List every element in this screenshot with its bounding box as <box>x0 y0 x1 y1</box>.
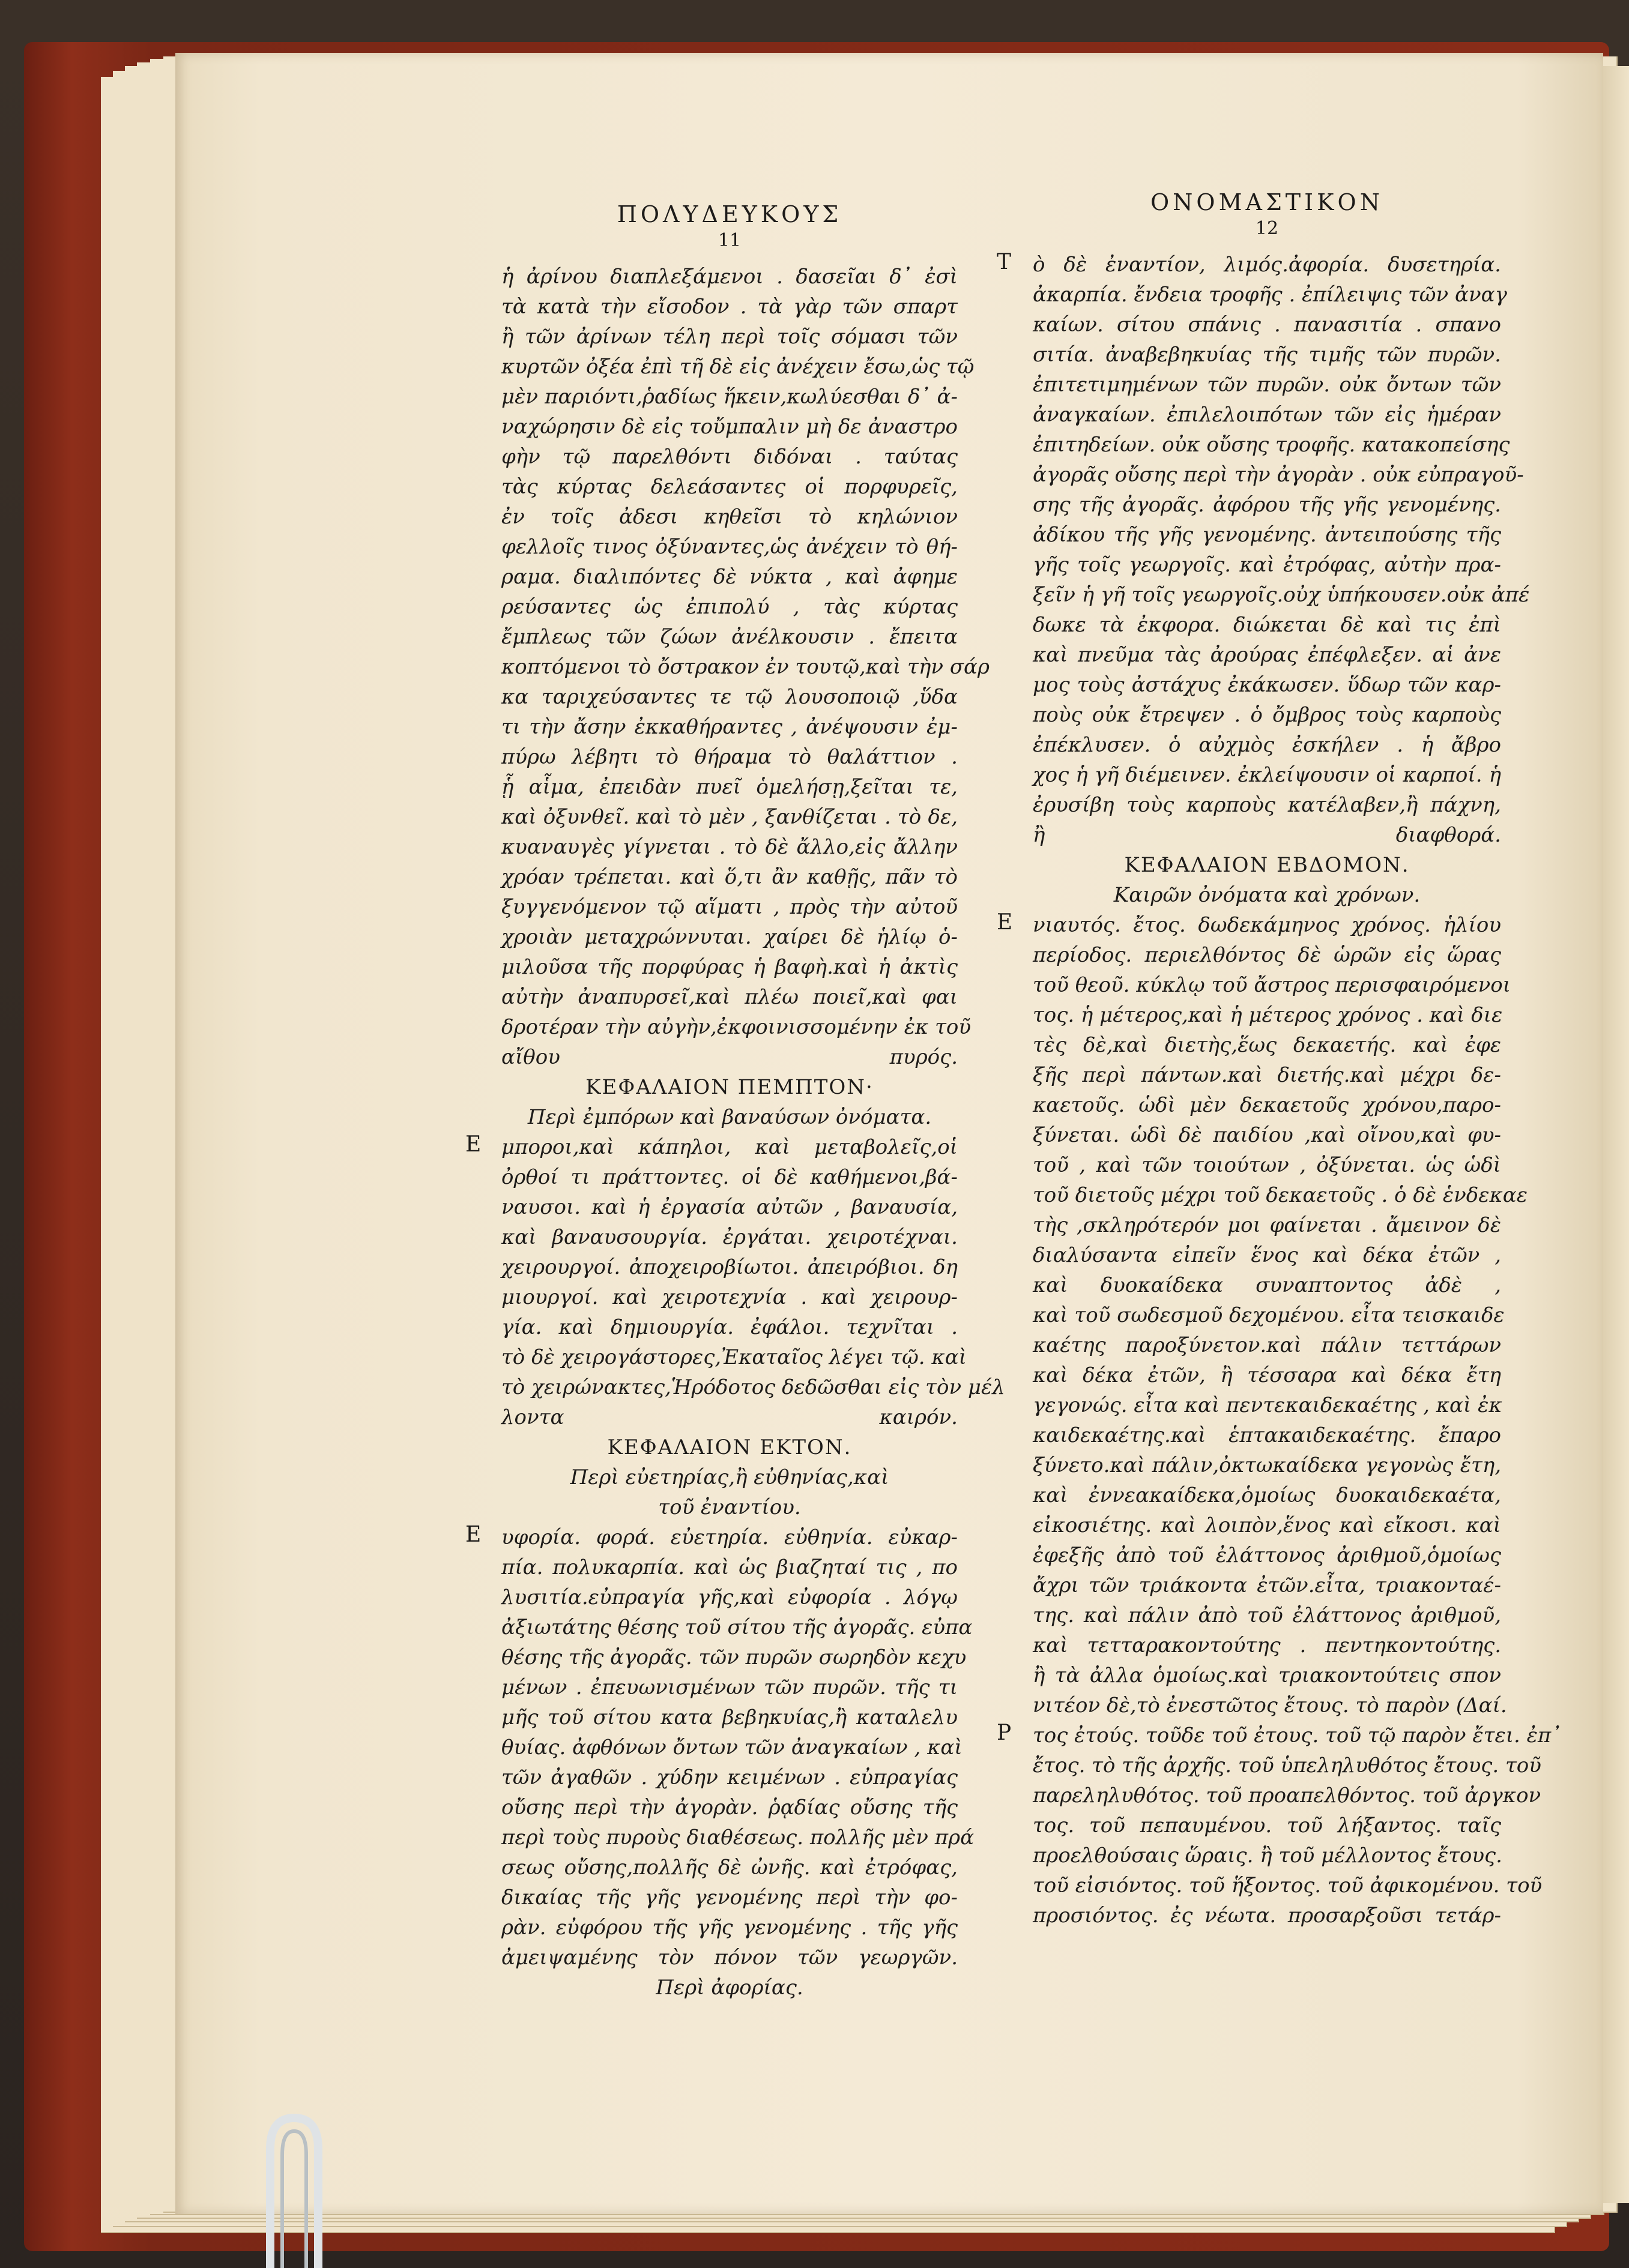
text-line: λοντα καιρόν. <box>501 1405 958 1429</box>
text-line: ρεύσαντες ὡς ἐπιπολύ , τὰς κύρτας <box>501 595 958 619</box>
section-7-text <box>1033 910 1528 1721</box>
text-line: κυρτῶν ὀξέα ἐπὶ τῆ δὲ εἰς ἀνέχειν ἔσω,ὡς τῷ <box>501 355 975 379</box>
chapter-heading-7: ΚΕΦΑΛΑΙΟΝ ΕΒΔΟΜΟΝ. <box>1124 853 1410 877</box>
text-line: ξύνεται. ὡδὶ δὲ παιδίου ,καὶ οἴνου,καὶ φυ- <box>1033 1123 1501 1147</box>
text-line: τῶν ἀγαθῶν . χύδην κειμένων . εὐπραγίας <box>501 1766 958 1790</box>
text-line: διαλύσαντα εἰπεῖν ἕνος καὶ δέκα ἐτῶν , <box>1033 1243 1501 1267</box>
text-line: φὴν τῷ παρελθόντι διδόναι . ταύτας <box>501 445 958 469</box>
text-line: πία. πολυκαρπία. καὶ ὡς βιαζηταί τις , πο <box>501 1555 958 1579</box>
text-line: προσιόντος. ἐς νέωτα. προσαρξοῦσι τετάρ- <box>1033 1904 1501 1928</box>
footer-line: Περὶ ἀφορίας. <box>656 1976 803 2000</box>
text-line: μιλοῦσα τῆς πορφύρας ἡ βαφὴ.καὶ ἡ ἀκτὶς <box>501 955 958 979</box>
text-line: ᾗ αἷμα, ἐπειδὰν πυεῖ ὁμελήσῃ,ξεῖται τε, <box>501 775 958 799</box>
text-line: ἐπιτηδείων. οὐκ οὔσης τροφῆς. κατακοπείσης <box>1033 433 1510 457</box>
text-line: τος. ἡ μέτερος,καὶ ἡ μέτερος χρόνος . καὶ διε <box>1033 1003 1503 1027</box>
text-line: μιουργοί. καὶ χειροτεχνία . καὶ χειρουρ- <box>501 1285 958 1309</box>
text-line: καὶ πνεῦμα τὰς ἀρούρας ἐπέφλεξεν. αἱ ἀνε <box>1033 643 1501 667</box>
text-line: μῆς τοῦ σίτου κατα βεβηκυίας,ἢ καταλελυ <box>501 1706 958 1730</box>
left-running-head: ΠΟΛΥΔΕΥΚΟΥΣ <box>617 201 842 228</box>
chapter-heading-6: ΚΕΦΑΛΑΙΟΝ ΕΚΤΟΝ. <box>607 1435 852 1459</box>
text-line: τοῦ διετοῦς μέχρι τοῦ δεκαετοῦς . ὁ δὲ ἑνδεκαε <box>1033 1183 1528 1207</box>
text-line: ἐφεξῆς ἀπὸ τοῦ ἐλάττονος ἀριθμοῦ,ὁμοίως <box>1033 1543 1501 1567</box>
text-line: αἴθου πυρός. <box>501 1045 958 1069</box>
text-line: νιτέον δὲ,τὸ ἐνεστῶτος ἔτους. τὸ παρὸν (Δαί. <box>1033 1693 1507 1718</box>
initial-letter-top: Τ <box>997 250 1012 274</box>
text-line: θυίας. ἀφθόνων ὄντων τῶν ἀναγκαίων , καὶ <box>501 1736 963 1760</box>
text-line: καετοῦς. ὡδὶ μὲν δεκαετοῦς χρόνου,παρο- <box>1033 1093 1501 1117</box>
text-line: εἰκοσιέτης. καὶ λοιπὸν,ἕνος καὶ εἴκοσι. καὶ <box>1033 1513 1501 1537</box>
text-line: τὸ χειρώνακτες,Ἡρόδοτος δεδῶσθαι εἰς τὸν μέλ <box>501 1375 1005 1399</box>
right-text-top <box>1033 250 1530 850</box>
text-line: ἀδίκου τῆς γῆς γενομένης. ἀντειπούσης τῆς <box>1033 523 1501 547</box>
text-line: ἐπιτετιμημένων τῶν πυρῶν. οὐκ ὄντων τῶν <box>1033 373 1501 397</box>
text-line: τὲς δὲ,καὶ διετὴς,ἕως δεκαετής. καὶ ἐφε <box>1033 1033 1501 1057</box>
text-line: ἀμειψαμένης τὸν πόνον τῶν γεωργῶν. <box>501 1946 958 1970</box>
text-line: γία. καὶ δημιουργία. ἐφάλοι. τεχνῖται . <box>501 1315 958 1339</box>
chapter-subheading-6a: Περὶ εὐετηρίας,ἢ εὐθηνίας,καὶ <box>570 1465 889 1489</box>
text-line: δροτέραν τὴν αὐγὴν,ἐκφοινισσομένην ἐκ τοῦ <box>501 1015 972 1039</box>
text-line: υφορία. φορά. εὐετηρία. εὐθηνία. εὐκαρ- <box>501 1525 958 1549</box>
chapter-subheading-6b: τοῦ ἐναντίου. <box>658 1495 801 1519</box>
text-line: θέσης τῆς ἀγορᾶς. τῶν πυρῶν σωρηδὸν κεχυ <box>501 1645 967 1669</box>
text-line: καέτης παροξύνετον.καὶ πάλιν τεττάρων <box>1033 1333 1501 1357</box>
text-line: ἐν τοῖς ἀδεσι κηθεῖσι τὸ κηλώνιον <box>501 505 958 529</box>
text-line: καὶ βαναυσουργία. ἐργάται. χειροτέχναι. <box>501 1225 958 1249</box>
text-line: μένων . ἐπευωνισμένων τῶν πυρῶν. τῆς τι <box>501 1675 958 1699</box>
right-column <box>997 189 1562 1931</box>
text-line: δικαίας τῆς γῆς γενομένης περὶ τὴν φο- <box>501 1886 958 1910</box>
right-page-number: 12 <box>1255 218 1279 239</box>
right-running-head: ΟΝΟΜΑΣΤΙΚΟΝ <box>1150 189 1383 216</box>
text-line: ξυγγενόμενον τῷ αἵματι , πρὸς τὴν αὐτοῦ <box>501 895 958 919</box>
text-line: μος τοὺς ἀστάχυς ἐκάκωσεν. ὕδωρ τῶν καρ- <box>1033 673 1501 697</box>
section-7 <box>997 910 1528 1721</box>
text-line: ἀκαρπία. ἔνδεια τροφῆς . ἐπίλειψις τῶν ἀναγ <box>1033 283 1507 307</box>
text-line: νιαυτός. ἔτος. δωδεκάμηνος χρόνος. ἡλίου <box>1033 913 1501 937</box>
chapter-subheading-5: Περὶ ἐμπόρων καὶ βαναύσων ὀνόματα. <box>527 1105 932 1129</box>
text-line: ναυσοι. καὶ ἡ ἐργασία αὐτῶν , βαναυσία, <box>501 1195 958 1219</box>
text-line: τοῦ εἰσιόντος. τοῦ ἥξοντος. τοῦ ἀφικομένου. τοῦ <box>1033 1874 1543 1898</box>
text-line: κοπτόμενοι τὸ ὄστρακον ἐν τουτῷ,καὶ τὴν σάρ <box>501 655 990 679</box>
initial-letter-6: Ε <box>465 1522 482 1547</box>
section-6 <box>465 1522 975 1973</box>
chapter-subheading-7: Καιρῶν ὀνόματα καὶ χρόνων. <box>1113 883 1421 907</box>
text-line: ἔτος. τὸ τῆς ἀρχῆς. τοῦ ὑπεληλυθότος ἔτους. τοῦ <box>1033 1754 1541 1778</box>
text-line: ἀναγκαίων. ἐπιλελοιπότων τῶν εἰς ἡμέραν <box>1033 403 1501 427</box>
text-line: καιδεκαέτης.καὶ ἑπτακαιδεκαέτης. ἔπαρο <box>1033 1423 1501 1447</box>
left-column <box>465 201 1005 2003</box>
text-line: τι τὴν ἄσην ἐκκαθήραντες , ἀνέψουσιν ἐμ- <box>501 715 958 739</box>
text-line: ἐρυσίβη τοὺς καρποὺς κατέλαβεν,ἢ πάχνη, <box>1033 793 1501 817</box>
text-line: ναχώρησιν δὲ εἰς τοὔμπαλιν μὴ δε ἀναστρο <box>501 415 958 439</box>
text-line: ρὰν. εὐφόρου τῆς γῆς γενομένης . τῆς γῆς <box>501 1916 958 1940</box>
section-top <box>997 250 1530 850</box>
section-5-text <box>501 1132 1005 1432</box>
text-line: ἀγορᾶς οὔσης περὶ τὴν ἀγορὰν . οὐκ εὐπραγοῦ- <box>1033 463 1524 487</box>
text-line: καὶ δυοκαίδεκα συναπτοντος ἀδὲ , <box>1033 1273 1501 1297</box>
text-line: ραμα. διαλιπόντες δὲ νύκτα , καὶ ἀφημε <box>501 565 958 589</box>
text-line: ἢ διαφθορά. <box>1033 823 1501 847</box>
text-line: καὶ τετταρακοντούτης . πεντηκοντούτης. <box>1033 1633 1501 1657</box>
text-line: τος ἐτούς. τοῦδε τοῦ ἐτους. τοῦ τῷ παρὸν ἔτει. ἐπ᾽ <box>1033 1724 1562 1748</box>
text-line: δωκε τὰ ἐκφορα. διώκεται δὲ καὶ τις ἐπὶ <box>1033 613 1501 637</box>
text-line: ἡ ἀρίνου διαπλεξάμενοι . δασεῖαι δ᾽ ἐσὶ <box>501 265 958 289</box>
text-line: χος ἡ γῆ διέμεινεν. ἐκλείψουσιν οἱ καρποί. ἡ <box>1033 763 1501 787</box>
section-p-text <box>1033 1721 1562 1931</box>
text-line: ξεῖν ἡ γῆ τοῖς γεωργοῖς.οὐχ ὑπήκουσεν.οὐκ ἀπέ <box>1033 583 1530 607</box>
text-line: χρόαν τρέπεται. καὶ ὅ,τι ἂν καθῇς, πᾶν τὸ <box>501 865 958 889</box>
text-line: κα ταριχεύσαντες τε τῷ λουσοποιῷ ,ὕδα <box>501 685 958 709</box>
text-line: τοῦ , καὶ τῶν τοιούτων , ὀξύνεται. ὡς ὡδὶ <box>1033 1153 1501 1177</box>
text-line: γῆς τοῖς γεωργοῖς. καὶ ἐτρόφας, αὐτὴν πρα- <box>1033 553 1501 577</box>
left-page-number: 11 <box>718 230 742 251</box>
initial-letter-5: Ε <box>465 1132 482 1157</box>
text-line: ὸ δὲ ἐναντίον, λιμός.ἀφορία. δυσετηρία. <box>1033 253 1501 277</box>
text-line: περὶ τοὺς πυροὺς διαθέσεως. πολλῆς μὲν πρά <box>501 1826 975 1850</box>
text-line: τοῦ θεοῦ. κύκλῳ τοῦ ἄστρος περισφαιρόμενοι <box>1033 973 1511 997</box>
text-line: οὔσης περὶ τὴν ἀγορὰν. ῥᾳδίας οὔσης τῆς <box>501 1796 958 1820</box>
text-line: γεγονώς. εἶτα καὶ πεντεκαιδεκαέτης , καὶ ἐκ <box>1033 1393 1502 1417</box>
text-line: αὐτὴν ἀναπυρσεῖ,καὶ πλέω ποιεῖ,καὶ φαι <box>501 985 958 1009</box>
text-line: ἔμπλεως τῶν ζώων ἀνέλκουσιν . ἔπειτα <box>501 625 958 649</box>
initial-letter-p: Ρ <box>997 1721 1012 1745</box>
text-line: κυαναυγὲς γίγνεται . τὸ δὲ ἄλλο,εἰς ἄλλην <box>501 835 958 859</box>
text-line: φελλοῖς τινος ὀξύναντες,ὡς ἀνέχειν τὸ θή- <box>501 535 958 559</box>
text-line: σης τῆς ἀγορᾶς. ἀφόρου τῆς γῆς γενομένης. <box>1033 493 1501 517</box>
text-line: ἢ τῶν ἀρίνων τέλη περὶ τοῖς σόμασι τῶν <box>501 325 958 349</box>
text-line: τὴς ,σκληρότερόν μοι φαίνεται . ἄμεινον δὲ <box>1033 1213 1501 1237</box>
text-line: τος. τοῦ πεπαυμένου. τοῦ λήξαντος. ταῖς <box>1033 1814 1501 1838</box>
text-line: της. καὶ πάλιν ἀπὸ τοῦ ἐλάττονος ἀριθμοῦ, <box>1033 1603 1501 1627</box>
text-line: μὲν παριόντι,ῥαδίως ἥκειν,κωλύεσθαι δ᾽ ἀ- <box>501 385 958 409</box>
text-line: τὰς κύρτας δελεάσαντες οἱ πορφυρεῖς, <box>501 475 958 499</box>
text-line: χροιὰν μεταχρώννυται. χαίρει δὲ ἡλίῳ ὁ- <box>501 925 958 949</box>
text-line: ξύνετο.καὶ πάλιν,ὀκτωκαίδεκα γεγονὼς ἔτη, <box>1033 1453 1501 1477</box>
section-6-text <box>501 1522 975 1973</box>
text-line: ὀρθοί τι πράττοντες. οἱ δὲ καθήμενοι,βά- <box>501 1165 958 1189</box>
text-line: καὶ δέκα ἐτῶν, ἢ τέσσαρα καὶ δέκα ἔτη <box>1033 1363 1501 1387</box>
text-line: χειρουργοί. ἀποχειροβίωτοι. ἀπειρόβιοι. δη <box>501 1255 958 1279</box>
chapter-heading-5: ΚΕΦΑΛΑΙΟΝ ΠΕΜΠΤΟΝ· <box>585 1075 874 1099</box>
text-line: πύρω λέβητι τὸ θήραμα τὸ θαλάττιον . <box>501 745 958 769</box>
text-line: καίων. σίτου σπάνις . πανασιτία . σπανο <box>1033 313 1501 337</box>
section-5 <box>465 1132 1005 1432</box>
text-line: τὰ κατὰ τὴν εἴσοδον . τὰ γὰρ τῶν σπαρτ <box>501 295 958 319</box>
text-line: περίοδος. περιελθόντος δὲ ὡρῶν εἰς ὥρας <box>1033 943 1501 967</box>
text-line: λυσιτία.εὐπραγία γῆς,καὶ εὐφορία . λόγῳ <box>501 1585 958 1609</box>
text-line: ἄχρι τῶν τριάκοντα ἐτῶν.εἶτα, τριακονταέ- <box>1033 1573 1501 1597</box>
initial-letter-7: Ε <box>997 910 1013 935</box>
text-line: ποὺς οὐκ ἔτρεψεν . ὁ ὄμβρος τοὺς καρποὺς <box>1033 703 1501 727</box>
text-line: ἢ τὰ ἀλλα ὁμοίως.καὶ τριακοντούτεις σπον <box>1033 1663 1501 1687</box>
text-line: σεως οὔσης,πολλῆς δὲ ὠνῆς. καὶ ἐτρόφας, <box>501 1856 958 1880</box>
text-line: καὶ ὀξυνθεῖ. καὶ τὸ μὲν , ξανθίζεται . τὸ δε, <box>501 805 958 829</box>
section-p <box>997 1721 1562 1931</box>
text-line: ξῆς περὶ πάντων.καὶ διετής.καὶ μέχρι δε- <box>1033 1063 1501 1087</box>
text-line: προελθούσαις ὥραις. ἢ τοῦ μέλλοντος ἔτους. <box>1033 1844 1502 1868</box>
text-line: παρεληλυθότος. τοῦ προαπελθόντος. τοῦ ἀργκον <box>1033 1784 1541 1808</box>
text-line: καὶ τοῦ σωδεσμοῦ δεχομένου. εἶτα τεισκαιδε <box>1033 1303 1505 1327</box>
text-line: ἀξιωτάτης θέσης τοῦ σίτου τῆς ἀγορᾶς. εὐπα <box>501 1615 973 1639</box>
text-line: σιτία. ἀναβεβηκυίας τῆς τιμῆς τῶν πυρῶν. <box>1033 343 1501 367</box>
bookmark-ribbon-icon <box>258 2113 330 2268</box>
text-line: τὸ δὲ χειρογάστορες,Ἐκαταῖος λέγει τῷ. καὶ <box>501 1345 967 1369</box>
text-line: καὶ ἐννεακαίδεκα,ὁμοίως δυοκαιδεκαέτα, <box>1033 1483 1501 1507</box>
text-line: ἐπέκλυσεν. ὁ αὐχμὸς ἐσκήλεν . ἡ ἄβρο <box>1033 733 1501 757</box>
left-text-block <box>501 262 990 1072</box>
text-line: μποροι,καὶ κάπηλοι, καὶ μεταβολεῖς,οἱ <box>501 1135 958 1159</box>
